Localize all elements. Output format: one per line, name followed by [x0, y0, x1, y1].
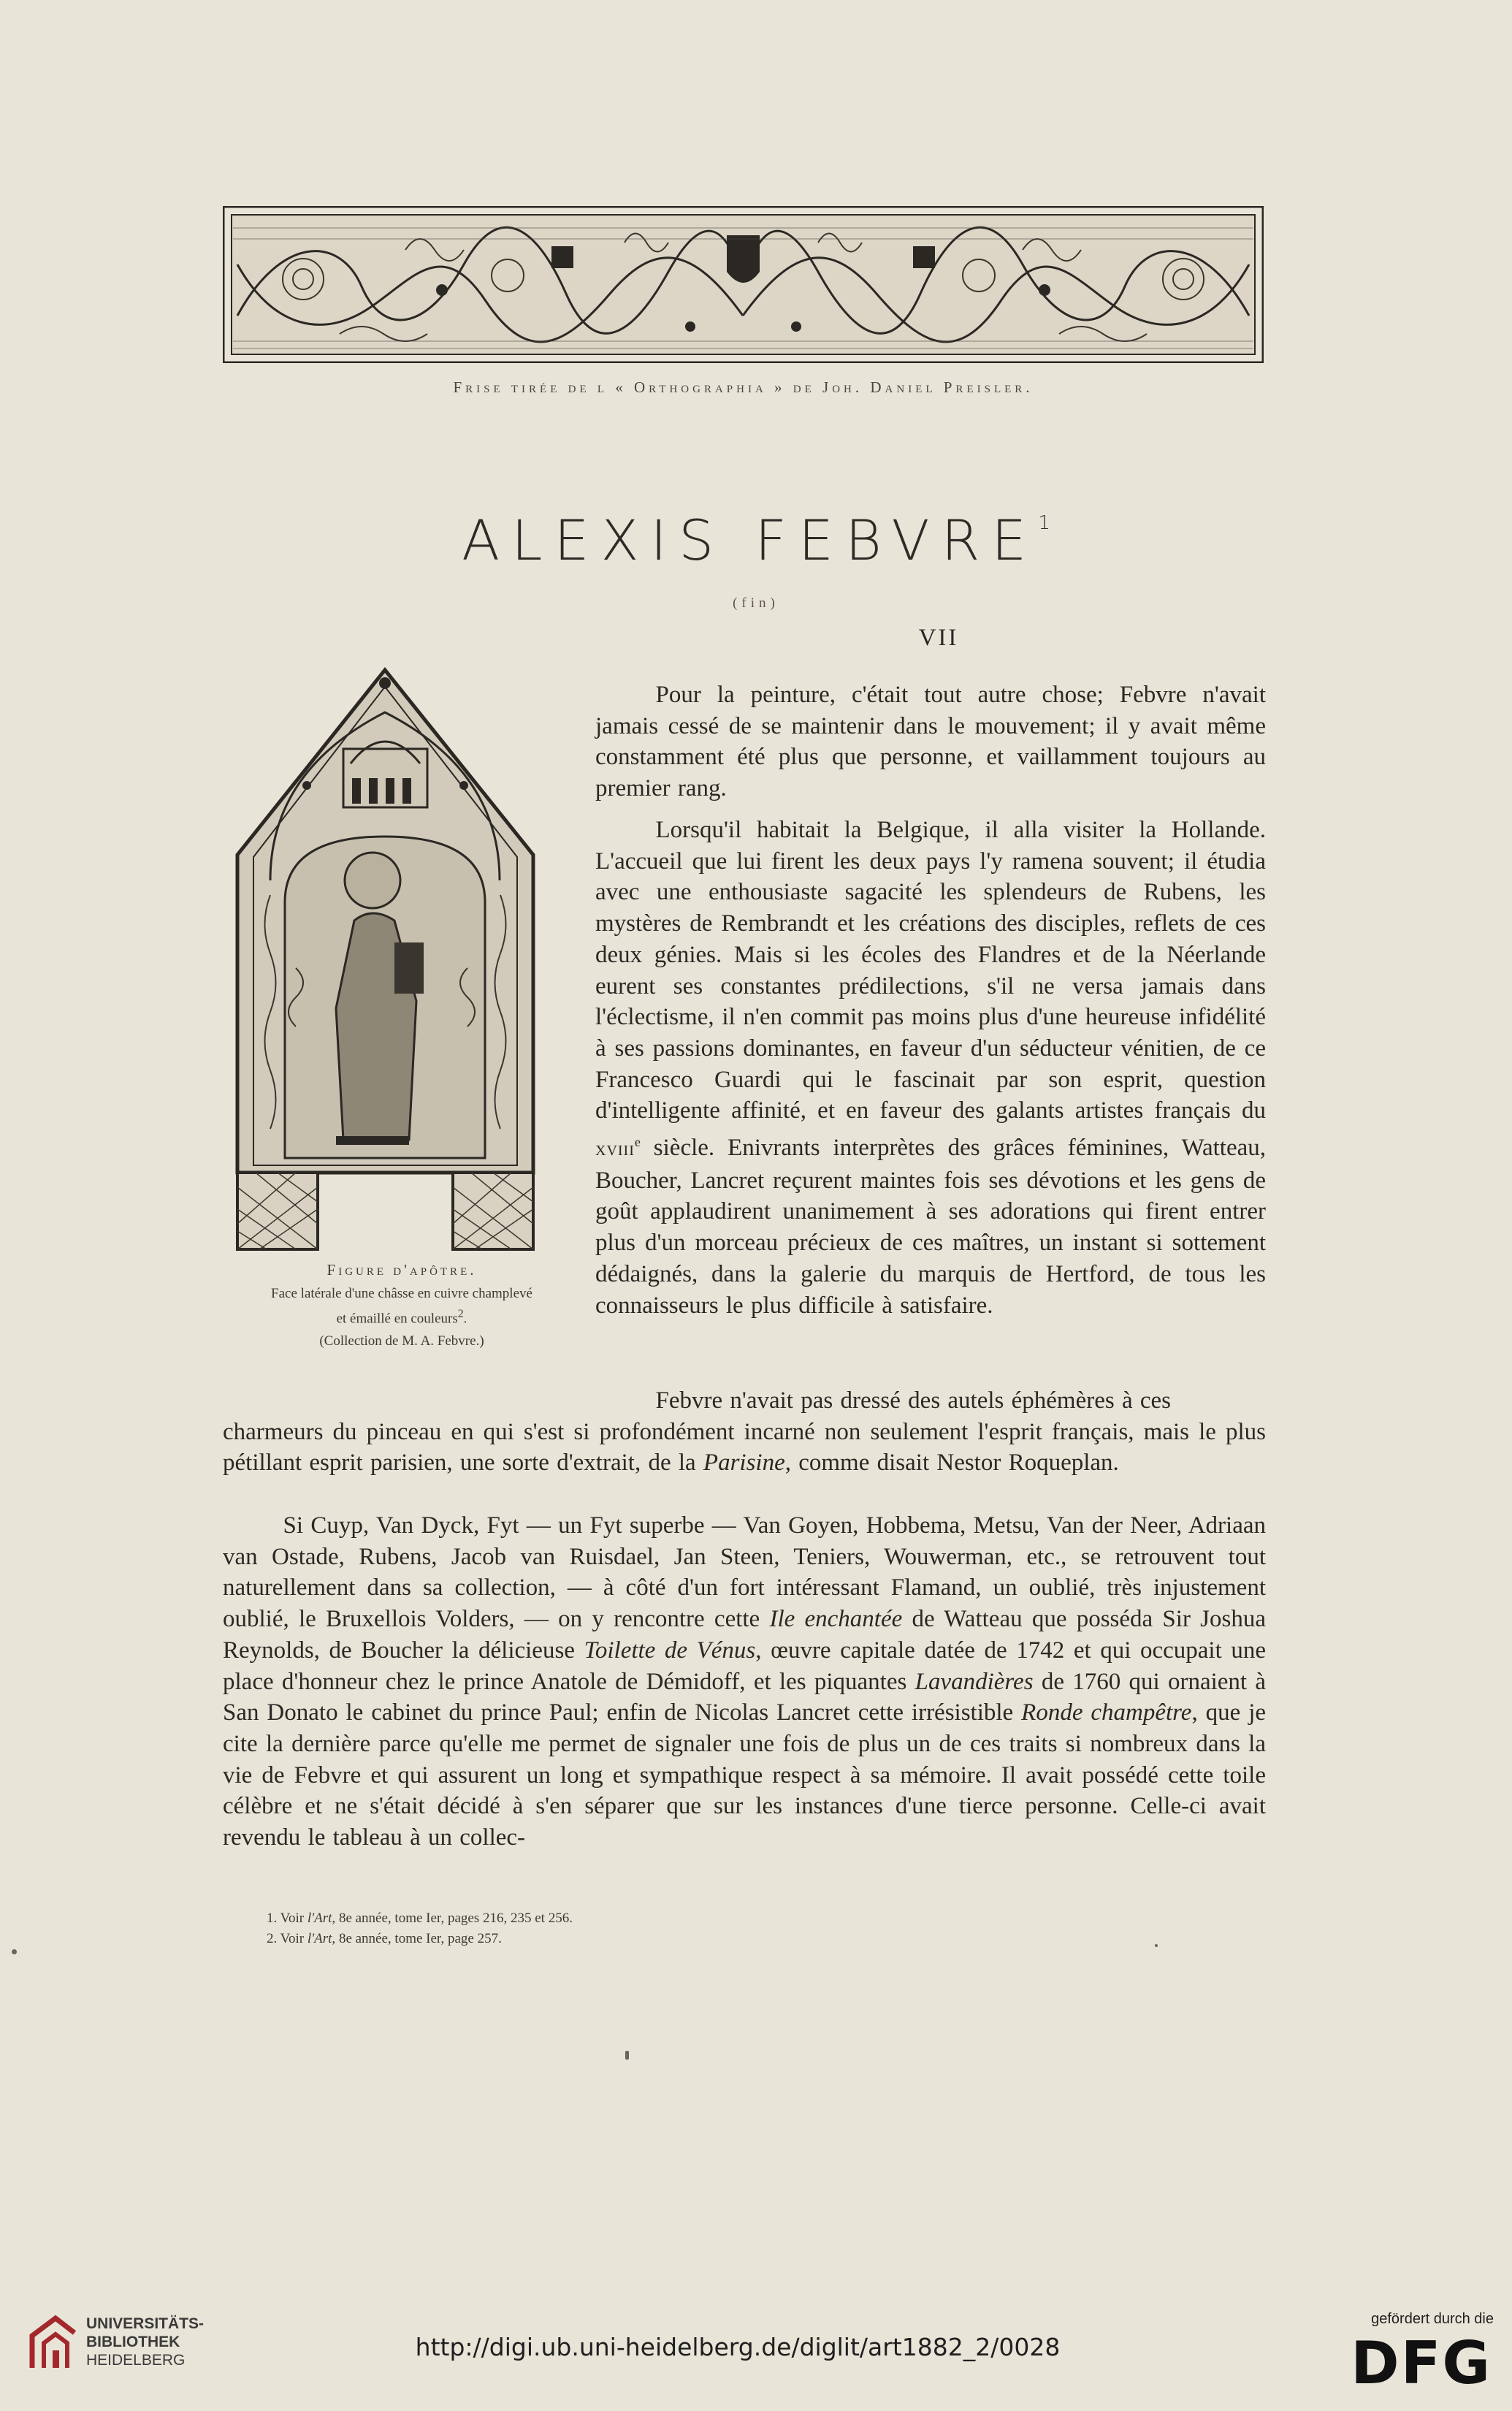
- paper-speck: [625, 2051, 629, 2060]
- enamel-reliquary-apostle: [226, 661, 544, 1257]
- paper-speck: [1155, 1944, 1158, 1947]
- figure-description: Face latérale d'une châsse en cuivre champlevé et émaillé en couleurs$^2$.: [271, 1286, 532, 1327]
- permalink-url[interactable]: http://digi.ub.uni-heidelberg.de/diglit/art1882_2/0028: [415, 2333, 1061, 2361]
- paper-speck: [12, 1949, 17, 1954]
- footnote-1: 1. Voir l'Art, 8e année, tome Ier, pages 216, 235 et 256.: [267, 1911, 573, 1926]
- dfg-logo: DFG: [1351, 2329, 1492, 2397]
- institution-name: UNIVERSITÄTS- BIBLIOTHEK HEIDELBERG: [86, 2315, 205, 2369]
- figure-footnote-marker: 2: [457, 1308, 464, 1320]
- section-number: VII: [918, 625, 959, 651]
- frieze-caption: Frise tirée de l « Orthographia » de Joh. Daniel Preisler.: [453, 378, 1034, 396]
- footnotes: [267, 1908, 924, 1949]
- article-subtitle: (fin): [733, 595, 779, 611]
- paragraph-1: Pour la peinture, c'était tout autre chose; Febvre n'avait jamais cessé de se maintenir dans le mouvement; il y avait même constamment été plus que personne, et vaillamment toujours au premier rang.: [595, 682, 1266, 802]
- paragraph-4: Si Cuyp, Van Dyck, Fyt — un Fyt superbe — Van Goyen, Hobbema, Metsu, Van der Neer, Adriaan van Ostade, Rubens, Jacob van Ruisdael, Jan Steen, Teniers, Wouwerman, etc., se retrouvent tout naturellement dans sa collection, — à côté d'un fort intéressant Flamand, un oublié, très injustement oublié, le Bruxellois Volders, — on y rencontre cette Ile enchantée de Watteau que posséda Sir Joshua Reynolds, de Boucher la délicieuse Toilette de Vénus, œuvre capitale datée de 1742 et qui occupait une place d'honneur chez le prince Anatole de Démidoff, et les piquantes Lavandières de 1760 qui ornaient à San Donato le cabinet du prince Paul; enfin de Nicolas Lancret cette irrésistible Ronde champêtre, que je cite la dernière parce qu'elle me permet de signaler une fois de plus un de ces traits si nombreux dans la vie de Febvre et qui assurent un long et sympathique respect à sa mémoire. Il avait possédé cette toile célèbre et ne s'était décidé à s'en séparer que sur les instances d'une tierce personne. Celle-ci avait revendu le tableau à un collec-: [223, 1512, 1267, 1851]
- figure-collection: (Collection de M. A. Febvre.): [319, 1333, 484, 1349]
- figure-caption: [219, 1261, 584, 1349]
- article-title: ALEXIS FEBVRE$^1$: [462, 508, 1050, 573]
- figure-title: Figure d'apôtre.: [327, 1261, 477, 1279]
- sponsor-label: gefördert durch die: [1371, 2311, 1494, 2327]
- paragraph-3: Febvre n'avait pas dressé des autels éphémères à ces charmeurs du pinceau en qui s'est si profondément incarné non seulement l'esprit français, mais le plus pétillant esprit parisien, une sorte d'extrait, de la Parisine, comme disait Nestor Roqueplan.: [223, 1387, 1266, 1477]
- title-footnote-marker: 1: [1038, 512, 1050, 534]
- ornamental-frieze: [223, 206, 1264, 363]
- footnote-2: 2. Voir l'Art, 8e année, tome Ier, page 257.: [267, 1931, 502, 1946]
- paragraph-2: Lorsqu'il habitait la Belgique, il alla visiter la Hollande. L'accueil que lui firent les deux pays l'y ramena souvent; il étudia avec une enthousiaste sagacité les splendeurs de Rubens, les mystères de Rembrandt et les créations des disciples, reflets de ces deux génies. Mais si les écoles des Flandres et de la Néerlande eurent ses constantes prédilections, s'il ne versa jamais dans l'éclectisme, il n'en commit pas moins plus d'une heureuse infidélité à ses passions dominantes, en faveur d'un séducteur vénitien, de ce Francesco Guardi qui le fascinait par son esprit, question d'intelligente affinité, et en faveur des galants artistes français du xviii$^e$ siècle. Enivrants interprètes des grâces féminines, Watteau, Boucher, Lancret reçurent maintes fois ses dévotions et les gens de goût applaudirent unanimement à ses adorations qui firent entrer plus d'un morceau précieux de ces maîtres, un instant si sottement dédaignés, dans la galerie du marquis de Hertford, de tous les connaisseurs le plus difficile à satisfaire.: [595, 817, 1266, 1319]
- ub-heidelberg-logo: [26, 2314, 81, 2374]
